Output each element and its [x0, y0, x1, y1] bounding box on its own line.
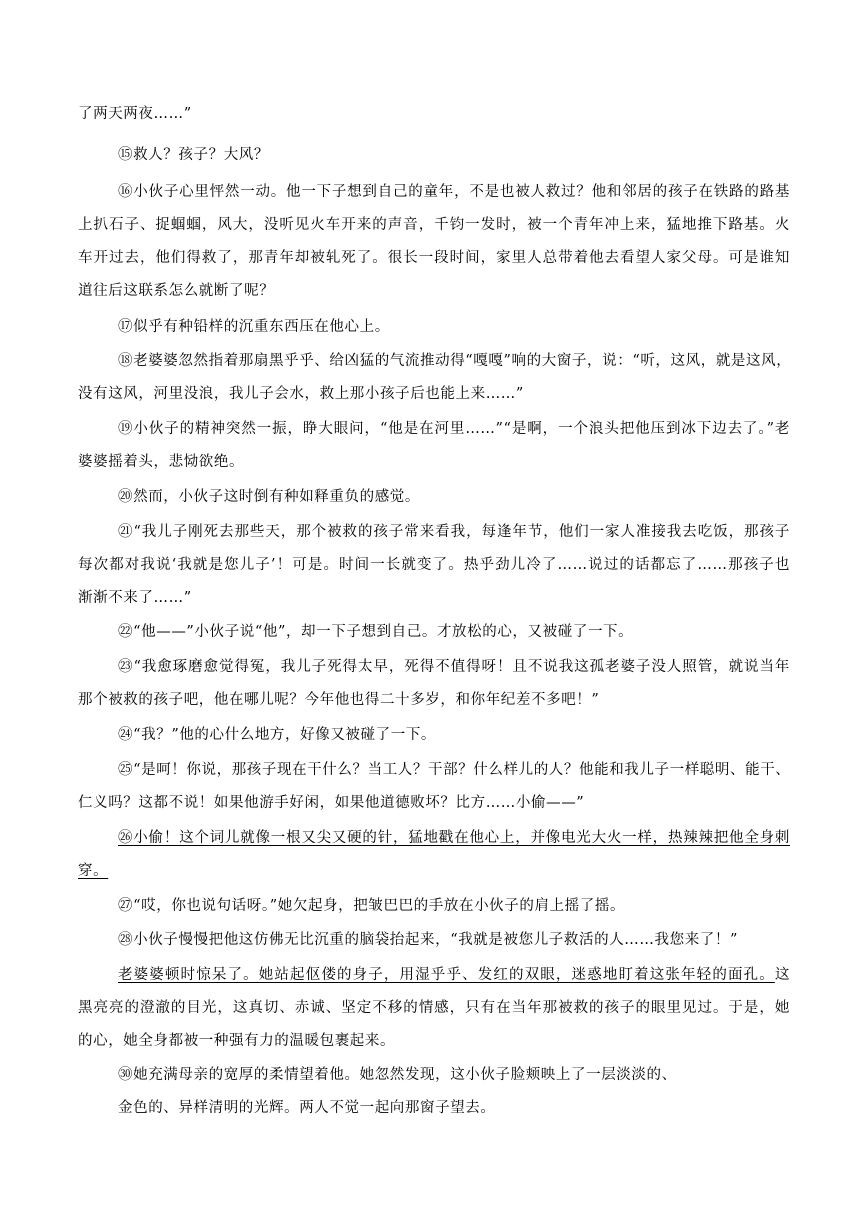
text-line: 了两天两夜……” — [78, 106, 192, 122]
paragraph-18-line-1: ⑱老婆婆忽然指着那扇黑乎乎、给凶猛的气流推动得“嘎嘎”响的大窗子，说：“听，这风，就是这风， — [118, 353, 792, 369]
paragraph-26-line-2-underlined: 穿。 — [78, 863, 109, 879]
paragraph-19-line-2: 婆婆摇着头，悲恸欲绝。 — [78, 454, 245, 470]
paragraph-26-line-1-underlined: ㉖小偷！这个词儿就像一根又尖又硬的针，猛地戳在他心上，并像电光大火一样，热辣辣把他全身刺 — [118, 830, 790, 846]
paragraph-23-line-2: 那个被救的孩子吧，他在哪儿呢？今年他也得二十多岁，和你年纪差不多吧！” — [78, 692, 600, 708]
paragraph-21-line-3: 渐渐不来了……” — [78, 590, 192, 606]
paragraph-30-line-2: 金色的、异样清明的光辉。两人不觉一起向那窗子望去。 — [118, 1100, 496, 1116]
paragraph-23-line-1: ㉓“我愈琢磨愈觉得冤，我儿子死得太早，死得不值得呀！且不说我这孤老婆子没人照管，就说当年 — [118, 659, 790, 675]
paragraph-29-line-3: 的心，她全身都被一种强有力的温暖包裹起来。 — [78, 1033, 396, 1049]
paragraph-25-line-1: ㉕“是呵！你说，那孩子现在干什么？当工人？干部？什么样儿的人？他能和我儿子一样聪明、能干、 — [118, 762, 791, 778]
paragraph-19-line-1: ⑲小伙子的精神突然一振，睁大眼问，“他是在河里……”“是啊，一个浪头把他压到冰下边去了。”老 — [118, 421, 790, 437]
paragraph-20: ⑳然而，小伙子这时倒有种如释重负的感觉。 — [118, 489, 420, 505]
paragraph-28: ㉘小伙子慢慢把他这仿佛无比沉重的脑袋抬起来，“我就是被您儿子救活的人……我您来了！” — [118, 932, 739, 948]
paragraph-29-line-1 — [118, 965, 790, 985]
paragraph-17: ⑰似乎有种铅样的沉重东西压在他心上。 — [118, 319, 390, 335]
paragraph-21-line-2: 每次都对我说‘我就是您儿子’！可是。时间一长就变了。热乎劲儿冷了……说过的话都忘了……那孩子也 — [78, 557, 790, 573]
paragraph-16-line-2: 上扒石子、捉蝈蝈，风大，没听见火车开来的声音，千钧一发时，被一个青年冲上来，猛地推下路基。火 — [78, 217, 790, 233]
paragraph-25-line-2: 仁义吗？这都不说！如果他游手好闲，如果他道德败坏？比方……小偷——” — [78, 795, 585, 811]
paragraph-29-plain-part: 这 — [774, 967, 790, 983]
paragraph-29-line-2: 黑亮亮的澄澈的目光，这真切、赤诚、坚定不移的情感，只有在当年那被救的孩子的眼里见过。于是，她 — [78, 1000, 790, 1016]
paragraph-30-line-1: ㉚她充满母亲的宽厚的柔情望着他。她忽然发现，这小伙子脸颊映上了一层淡淡的、 — [118, 1067, 677, 1083]
paragraph-16-line-3: 车开过去，他们得救了，那青年却被轧死了。很长一段时间，家里人总带着他去看望人家父母。可是谁知 — [78, 250, 790, 266]
paragraph-29-underlined-part: 老婆婆顿时惊呆了。她站起伛偻的身子，用湿乎乎、发红的双眼，迷惑地盯着这张年轻的面孔。 — [118, 967, 775, 983]
paragraph-18-line-2: 没有这风，河里没浪，我儿子会水，救上那小孩子后也能上来……” — [78, 386, 524, 402]
paragraph-24: ㉔“我？”他的心什么地方，好像又被碰了一下。 — [118, 727, 437, 743]
paragraph-16-line-1: ⑯小伙子心里怦然一动。他一下子想到自己的童年，不是也被人救过？他和邻居的孩子在铁路的路基 — [118, 184, 790, 200]
paragraph-21-line-1: ㉑“我儿子刚死去那些天，那个被救的孩子常来看我，每逢年节，他们一家人准接我去吃饭，那孩子 — [118, 524, 790, 540]
paragraph-16-line-4: 道往后这联系怎么就断了呢？ — [78, 283, 275, 299]
paragraph-15: ⑮救人？孩子？大风？ — [118, 147, 269, 163]
paragraph-22: ㉒“他——”小伙子说“他”，却一下子想到自己。才放松的心，又被碰了一下。 — [118, 624, 634, 640]
paragraph-27: ㉗“哎，你也说句话呀。”她欠起身，把皱巴巴的手放在小伙子的肩上摇了摇。 — [118, 898, 626, 914]
